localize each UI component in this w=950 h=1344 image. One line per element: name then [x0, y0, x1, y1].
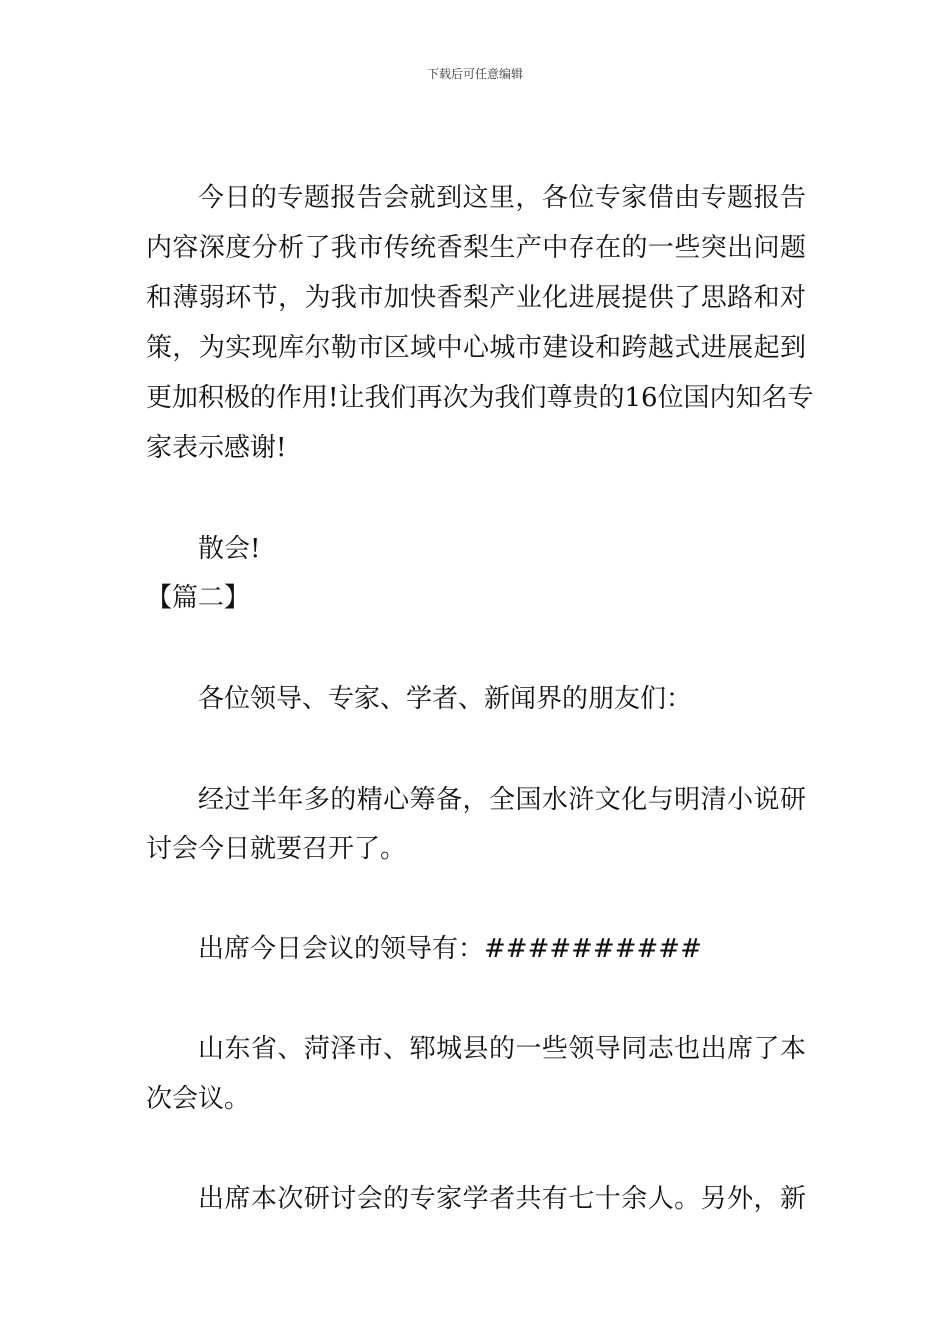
paragraph-line: 家表示感谢! — [146, 433, 287, 463]
paragraph-line: 各位领导、专家、学者、新闻界的朋友们： — [198, 684, 693, 714]
section-title: 【篇二】 — [146, 583, 251, 613]
paragraph-line: 策，为实现库尔勒市区域中心城市建设和跨越式进展起到 — [146, 333, 806, 363]
paragraph-line: 次会议。 — [146, 1084, 251, 1114]
paragraph-line: 散会! — [198, 534, 261, 564]
paragraph-line: 出席今日会议的领导有：########## — [198, 934, 702, 964]
page-header: 下载后可任意编辑 — [426, 67, 523, 81]
paragraph-line: 今日的专题报告会就到这里，各位专家借由专题报告 — [198, 183, 806, 213]
paragraph-line: 山东省、菏泽市、郓城县的一些领导同志也出席了本 — [198, 1034, 806, 1064]
paragraph-line: 出席本次研讨会的专家学者共有七十余人。另外，新 — [198, 1184, 806, 1214]
paragraph-line: 更加积极的作用!让我们再次为我们尊贵的16位国内知名专 — [146, 383, 814, 413]
paragraph-line: 和薄弱环节，为我市加快香梨产业化进展提供了思路和对 — [146, 283, 806, 313]
paragraph-line: 经过半年多的精心筹备，全国水浒文化与明清小说研 — [198, 785, 806, 815]
paragraph-line: 讨会今日就要召开了。 — [146, 834, 407, 864]
paragraph-line: 内容深度分析了我市传统香梨生产中存在的一些突出问题 — [146, 233, 806, 263]
